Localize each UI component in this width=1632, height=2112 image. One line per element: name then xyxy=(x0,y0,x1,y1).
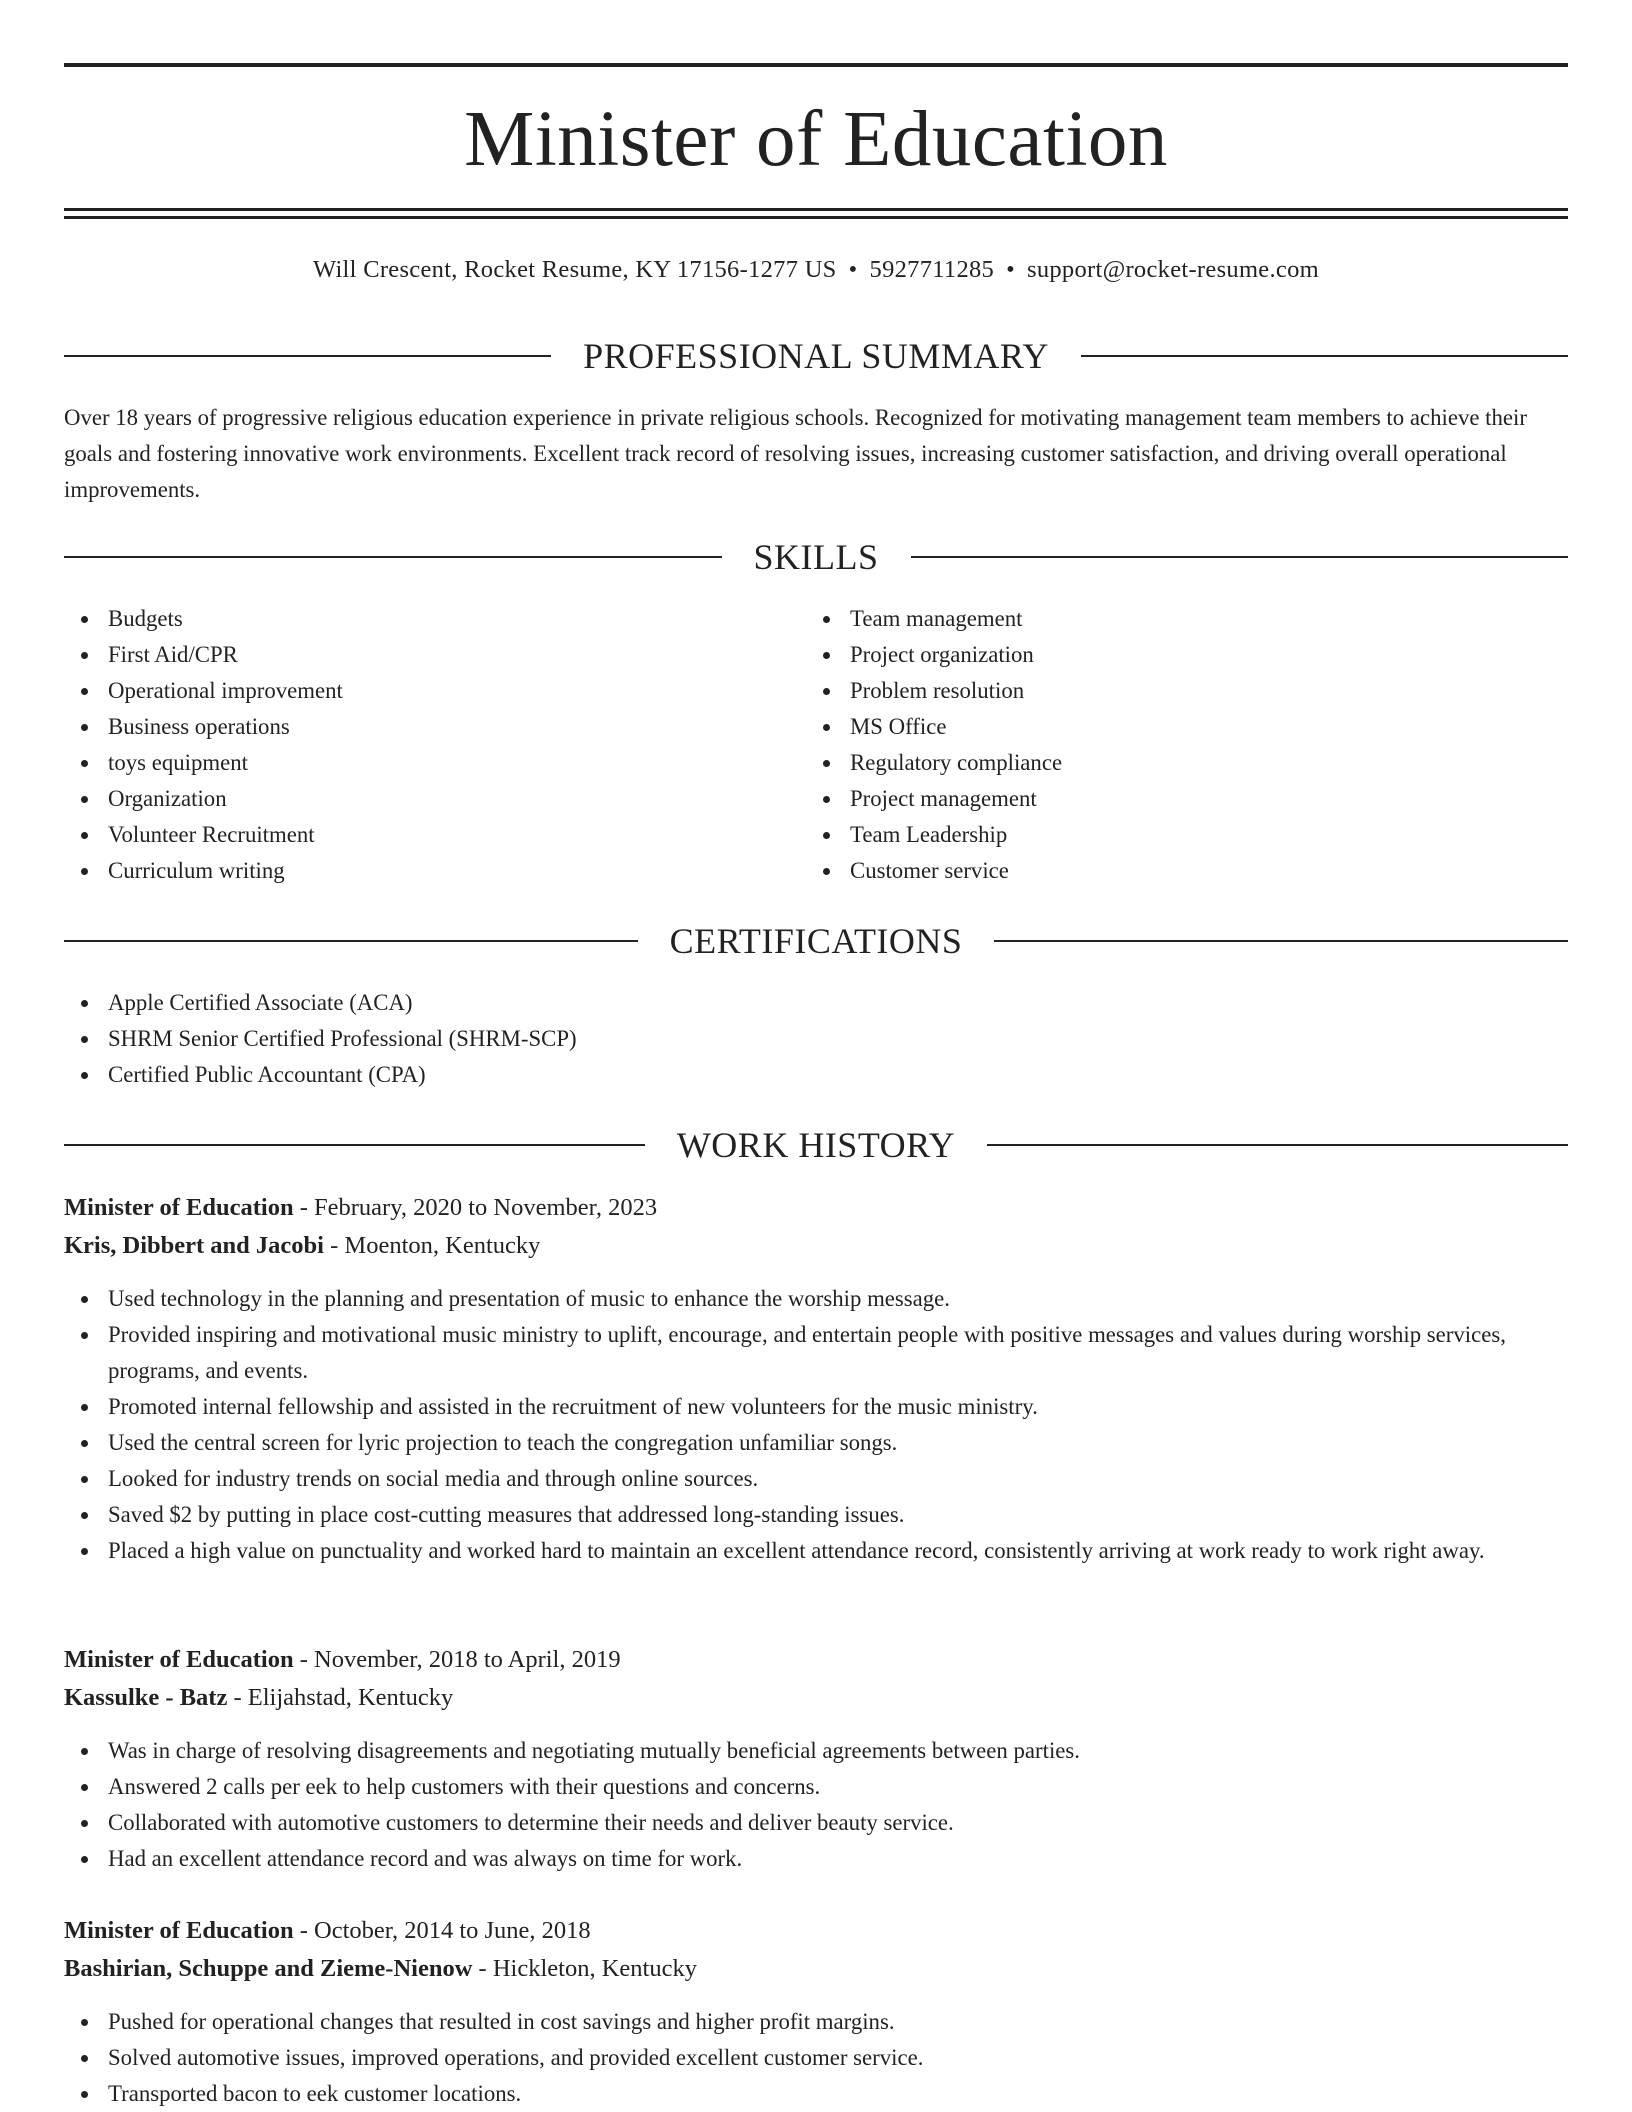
skill-item: Team management xyxy=(806,601,1062,637)
heading-rule-right xyxy=(994,940,1568,942)
job-entry xyxy=(64,1189,1568,1569)
title-double-divider xyxy=(64,208,1568,219)
heading-rule-right xyxy=(911,556,1569,558)
contact-email[interactable]: support@rocket-resume.com xyxy=(1027,256,1319,283)
heading-rule-right xyxy=(1081,355,1568,357)
contact-phone[interactable]: 5927711285 xyxy=(869,256,995,283)
job-location: Elijahstad, Kentucky xyxy=(247,1684,454,1711)
job-company-line: Kris, Dibbert and Jacobi - Moenton, Kentucky xyxy=(64,1232,541,1259)
contact-separator: • xyxy=(1006,256,1015,283)
skill-item: Operational improvement xyxy=(64,673,343,709)
job-bullet: Was in charge of resolving disagreements and negotiating mutually beneficial agreements between parties. xyxy=(64,1733,1568,1769)
section-heading-summary xyxy=(64,336,1568,376)
job-bullet: Placed a high value on punctuality and worked hard to maintain an excellent attendance record, consistently arriving at work ready to work right away. xyxy=(64,1533,1568,1569)
skill-item: Customer service xyxy=(806,853,1062,889)
job-title: Minister of Education xyxy=(64,1194,294,1221)
job-bullet: Solved automotive issues, improved operations, and provided excellent customer service. xyxy=(64,2040,1568,2076)
contact-line xyxy=(64,254,1568,286)
job-bullet: Pushed for operational changes that resulted in cost savings and higher profit margins. xyxy=(64,2004,1568,2040)
job-title-line: Minister of Education - November, 2018 to April, 2019 xyxy=(64,1646,621,1673)
heading-rule-right xyxy=(987,1144,1568,1146)
job-bullets xyxy=(64,2004,1568,2112)
skill-item: Regulatory compliance xyxy=(806,745,1062,781)
skill-item: Project organization xyxy=(806,637,1062,673)
job-bullet: Answered 2 calls per eek to help customers with their questions and concerns. xyxy=(64,1769,1568,1805)
heading-label: SKILLS xyxy=(753,537,879,577)
skill-item: Budgets xyxy=(64,601,343,637)
job-company: Bashirian, Schuppe and Zieme-Nienow xyxy=(64,1955,473,1982)
skill-item: Project management xyxy=(806,781,1062,817)
job-entry xyxy=(64,1641,1568,1877)
job-bullet: Used technology in the planning and presentation of music to enhance the worship message. xyxy=(64,1281,1568,1317)
job-location: Hickleton, Kentucky xyxy=(492,1955,697,1982)
job-entry xyxy=(64,1912,1568,2112)
top-divider xyxy=(64,63,1568,67)
heading-label: CERTIFICATIONS xyxy=(669,921,963,961)
section-heading-skills xyxy=(64,537,1568,577)
job-bullet: Used the central screen for lyric projection to teach the congregation unfamiliar songs. xyxy=(64,1425,1568,1461)
certification-item: Certified Public Accountant (CPA) xyxy=(64,1057,577,1093)
skill-item: Organization xyxy=(64,781,343,817)
job-location: Moenton, Kentucky xyxy=(344,1232,541,1259)
job-bullet: Transported bacon to eek customer locations. xyxy=(64,2076,1568,2112)
heading-label: WORK HISTORY xyxy=(676,1125,956,1165)
job-bullet: Provided inspiring and motivational music ministry to uplift, encourage, and entertain people with positive messages and values during worship services, programs, and events. xyxy=(64,1317,1568,1389)
skill-item: Business operations xyxy=(64,709,343,745)
job-bullets xyxy=(64,1281,1568,1569)
heading-rule-left xyxy=(64,355,551,357)
certification-item: Apple Certified Associate (ACA) xyxy=(64,985,577,1021)
job-bullet: Promoted internal fellowship and assisted in the recruitment of new volunteers for the music ministry. xyxy=(64,1389,1568,1425)
skills-list-left xyxy=(64,601,343,889)
job-company-line: Bashirian, Schuppe and Zieme-Nienow - Hickleton, Kentucky xyxy=(64,1955,697,1982)
job-bullet: Saved $2 by putting in place cost-cutting measures that addressed long-standing issues. xyxy=(64,1497,1568,1533)
job-title: Minister of Education xyxy=(64,1917,294,1944)
skill-item: First Aid/CPR xyxy=(64,637,343,673)
job-bullets xyxy=(64,1733,1568,1877)
job-company-line: Kassulke - Batz - Elijahstad, Kentucky xyxy=(64,1684,454,1711)
job-company: Kris, Dibbert and Jacobi xyxy=(64,1232,324,1259)
job-title-line: Minister of Education - February, 2020 to November, 2023 xyxy=(64,1194,658,1221)
job-bullet: Looked for industry trends on social media and through online sources. xyxy=(64,1461,1568,1497)
job-bullet: Collaborated with automotive customers to determine their needs and deliver beauty service. xyxy=(64,1805,1568,1841)
job-company: Kassulke - Batz xyxy=(64,1684,228,1711)
skill-item: Problem resolution xyxy=(806,673,1062,709)
skill-item: MS Office xyxy=(806,709,1062,745)
job-title-line: Minister of Education - October, 2014 to June, 2018 xyxy=(64,1917,591,1944)
skill-item: toys equipment xyxy=(64,745,343,781)
skill-item: Volunteer Recruitment xyxy=(64,817,343,853)
skill-item: Curriculum writing xyxy=(64,853,343,889)
heading-label: PROFESSIONAL SUMMARY xyxy=(583,336,1049,376)
job-bullet: Had an excellent attendance record and was always on time for work. xyxy=(64,1841,1568,1877)
certification-item: SHRM Senior Certified Professional (SHRM-SCP) xyxy=(64,1021,577,1057)
skills-list-right xyxy=(806,601,1062,889)
heading-rule-left xyxy=(64,1144,645,1146)
heading-rule-left xyxy=(64,556,722,558)
heading-rule-left xyxy=(64,940,638,942)
resume-title: Minister of Education xyxy=(464,96,1168,183)
skill-item: Team Leadership xyxy=(806,817,1062,853)
contact-address: Will Crescent, Rocket Resume, KY 17156-1277 US xyxy=(313,256,837,283)
certifications-list xyxy=(64,985,577,1093)
job-dates: February, 2020 to November, 2023 xyxy=(314,1194,658,1221)
job-dates: November, 2018 to April, 2019 xyxy=(314,1646,621,1673)
summary-text: Over 18 years of progressive religious education experience in private religious schools. Recognized for motivating management team members to achieve their goals and fostering innovative work environments. Excellent track record of resolving issues, increasing customer satisfaction, and driving overall operational improvements. xyxy=(64,405,1527,502)
contact-separator: • xyxy=(848,256,858,283)
job-dates: October, 2014 to June, 2018 xyxy=(314,1917,591,1944)
section-heading-work-history xyxy=(64,1125,1568,1165)
section-heading-certifications xyxy=(64,921,1568,961)
job-title: Minister of Education xyxy=(64,1646,294,1673)
